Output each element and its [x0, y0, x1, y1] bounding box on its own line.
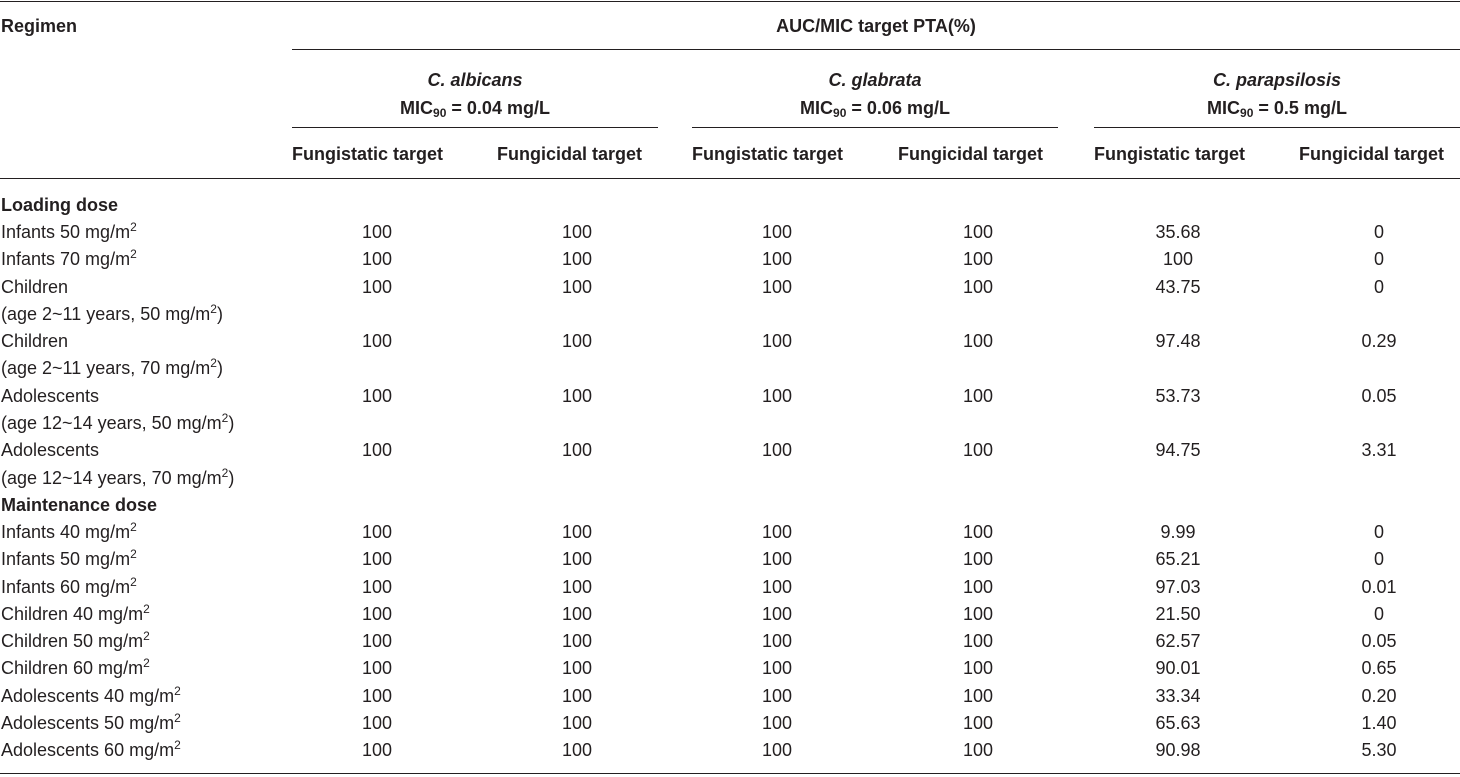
- unit-exponent: 2: [130, 519, 137, 534]
- mic-sub: 90: [833, 106, 847, 120]
- value-cell: 94.75: [1155, 440, 1201, 461]
- value-cell: 90.01: [1155, 658, 1201, 679]
- value-cell: 100: [561, 685, 593, 706]
- value-cell: 100: [561, 440, 593, 461]
- value-cell: 100: [761, 276, 793, 297]
- value-cell: 0: [1374, 222, 1385, 242]
- group-rule: [292, 49, 1460, 50]
- regimen-cell: [0, 601, 292, 628]
- table-row: [0, 219, 1460, 246]
- value-cell: 100: [361, 713, 393, 734]
- subcol-header: Fungistatic target: [292, 144, 444, 164]
- value-cell: 100: [561, 249, 593, 270]
- value-cell: 100: [361, 249, 393, 270]
- regimen-cell: [0, 246, 292, 273]
- value-cell: 0.05: [1361, 385, 1397, 406]
- subcol-header: Fungicidal target: [497, 144, 643, 164]
- value-cell: 100: [561, 331, 593, 352]
- regimen-detail: (age 2~11 years, 50 mg/m: [1, 303, 211, 324]
- regimen-cell: [0, 628, 292, 655]
- value-cell: 100: [561, 740, 593, 761]
- table-row: [0, 274, 1460, 329]
- mic-value: = 0.5 mg/L: [1253, 98, 1347, 118]
- value-cell: 100: [361, 385, 393, 406]
- value-cell: 100: [761, 385, 793, 406]
- value-cell: 100: [761, 249, 793, 270]
- value-cell: 35.68: [1155, 222, 1201, 242]
- mic-prefix: MIC: [400, 98, 434, 118]
- table-body: [0, 192, 1460, 765]
- mic-sub: 90: [433, 106, 447, 120]
- value-cell: 100: [962, 685, 994, 706]
- regimen-cell: [0, 655, 292, 682]
- value-cell: 100: [561, 631, 593, 652]
- value-cell: 100: [761, 222, 793, 242]
- value-cell: 0.20: [1361, 685, 1397, 706]
- value-cell: 0: [1374, 521, 1385, 542]
- table-row: [0, 437, 1460, 492]
- value-cell: 100: [561, 713, 593, 734]
- species-header-parapsilosis: [1094, 66, 1460, 122]
- species-rule-glabrata: [692, 127, 1058, 128]
- regimen-detail: (age 12~14 years, 70 mg/m: [1, 467, 222, 488]
- subcol-header: Fungistatic target: [1094, 144, 1246, 164]
- value-cell: 100: [962, 276, 994, 297]
- value-cell: 100: [761, 521, 793, 542]
- group-header: AUC/MIC target PTA(%): [776, 16, 976, 36]
- value-cell: 90.98: [1155, 740, 1201, 761]
- value-cell: 100: [962, 576, 994, 597]
- unit-exponent: 2: [130, 574, 137, 589]
- value-cell: 100: [561, 658, 593, 679]
- regimen-header: Regimen: [1, 16, 78, 36]
- unit-exponent: 2: [174, 738, 181, 753]
- species-rule-parapsilosis: [1094, 127, 1460, 128]
- regimen-detail-close: ): [216, 358, 223, 379]
- section-title: Maintenance dose: [1, 494, 158, 515]
- value-cell: 1.40: [1361, 713, 1397, 734]
- regimen-text: Children 50 mg/m: [1, 631, 144, 652]
- unit-exponent: 2: [130, 247, 137, 262]
- value-cell: 100: [962, 331, 994, 352]
- regimen-text: Infants 50 mg/m: [1, 222, 131, 242]
- table-row: [0, 328, 1460, 383]
- table-row: [0, 601, 1460, 628]
- regimen-text: Infants 60 mg/m: [1, 576, 131, 597]
- unit-exponent: 2: [210, 356, 217, 371]
- value-cell: 0.05: [1361, 631, 1397, 652]
- value-cell: 100: [761, 740, 793, 761]
- subcol-header: Fungistatic target: [692, 144, 844, 164]
- regimen-cell: [0, 383, 292, 438]
- regimen-text: Adolescents: [1, 440, 100, 461]
- table-row: [0, 246, 1460, 273]
- species-name: C. parapsilosis: [1212, 70, 1342, 90]
- value-cell: 3.31: [1361, 440, 1397, 461]
- value-cell: 9.99: [1160, 521, 1196, 542]
- unit-exponent: 2: [174, 711, 181, 726]
- bottom-rule: [0, 773, 1460, 774]
- value-cell: 100: [361, 658, 393, 679]
- value-cell: 5.30: [1361, 740, 1397, 761]
- regimen-cell: [0, 710, 292, 737]
- table-row: [0, 737, 1460, 764]
- unit-exponent: 2: [143, 656, 150, 671]
- value-cell: 100: [361, 603, 393, 624]
- regimen-text: Children: [1, 276, 69, 297]
- value-cell: 97.03: [1155, 576, 1201, 597]
- value-cell: 100: [761, 603, 793, 624]
- unit-exponent: 2: [143, 601, 150, 616]
- regimen-detail-close: ): [216, 303, 223, 324]
- unit-exponent: 2: [130, 547, 137, 562]
- table-row: [0, 655, 1460, 682]
- mic-prefix: MIC: [1207, 98, 1241, 118]
- value-cell: 100: [561, 549, 593, 570]
- value-cell: 100: [561, 521, 593, 542]
- value-cell: 100: [761, 549, 793, 570]
- value-cell: 100: [962, 631, 994, 652]
- regimen-detail-close: ): [228, 413, 235, 434]
- value-cell: 100: [962, 603, 994, 624]
- value-cell: 100: [361, 440, 393, 461]
- regimen-text: Adolescents 60 mg/m: [1, 740, 175, 761]
- regimen-detail-close: ): [228, 467, 235, 488]
- value-cell: 100: [361, 740, 393, 761]
- value-cell: 100: [561, 222, 593, 242]
- table-row: [0, 383, 1460, 438]
- value-cell: 100: [361, 549, 393, 570]
- subcol-header: Fungicidal target: [898, 144, 1044, 164]
- value-cell: 43.75: [1155, 276, 1201, 297]
- value-cell: 65.21: [1155, 549, 1201, 570]
- value-cell: 100: [361, 631, 393, 652]
- regimen-cell: [0, 737, 292, 764]
- regimen-text: Infants 40 mg/m: [1, 521, 131, 542]
- value-cell: 62.57: [1155, 631, 1201, 652]
- value-cell: 100: [361, 685, 393, 706]
- regimen-cell: [0, 546, 292, 573]
- value-cell: 97.48: [1155, 331, 1201, 352]
- value-cell: 0: [1374, 276, 1385, 297]
- value-cell: 100: [361, 222, 393, 242]
- value-cell: 100: [761, 440, 793, 461]
- regimen-text: Adolescents 40 mg/m: [1, 685, 175, 706]
- value-cell: 0: [1374, 549, 1385, 570]
- value-cell: 100: [761, 713, 793, 734]
- section-row: [0, 492, 1460, 519]
- value-cell: 100: [962, 222, 994, 242]
- value-cell: 0.01: [1361, 576, 1397, 597]
- value-cell: 33.34: [1155, 685, 1201, 706]
- value-cell: 100: [561, 576, 593, 597]
- value-cell: 100: [761, 658, 793, 679]
- value-cell: 100: [361, 576, 393, 597]
- mic-value: = 0.06 mg/L: [846, 98, 950, 118]
- unit-exponent: 2: [221, 465, 229, 480]
- species-header-albicans: [292, 66, 658, 122]
- section-row: [0, 192, 1460, 219]
- species-rule-albicans: [292, 127, 658, 128]
- regimen-detail: (age 2~11 years, 70 mg/m: [1, 358, 211, 379]
- unit-exponent: 2: [210, 301, 217, 316]
- value-cell: 100: [561, 385, 593, 406]
- value-cell: 100: [962, 549, 994, 570]
- section-title: Loading dose: [1, 195, 118, 215]
- value-cell: 100: [761, 331, 793, 352]
- top-rule: [0, 1, 1460, 2]
- regimen-text: Children: [1, 331, 69, 352]
- regimen-cell: [0, 219, 292, 246]
- regimen-cell: [0, 574, 292, 601]
- mic-prefix: MIC: [800, 98, 834, 118]
- regimen-cell: [0, 683, 292, 710]
- value-cell: 100: [561, 276, 593, 297]
- table-row: [0, 574, 1460, 601]
- table-row: [0, 628, 1460, 655]
- regimen-detail: (age 12~14 years, 50 mg/m: [1, 413, 222, 434]
- value-cell: 0.65: [1361, 658, 1397, 679]
- table-row: [0, 546, 1460, 573]
- regimen-text: Adolescents: [1, 385, 100, 406]
- mic-sub: 90: [1240, 106, 1254, 120]
- value-cell: 21.50: [1155, 603, 1201, 624]
- regimen-cell: [0, 274, 292, 329]
- value-cell: 100: [962, 249, 994, 270]
- value-cell: 53.73: [1155, 385, 1201, 406]
- mic-value: = 0.04 mg/L: [446, 98, 550, 118]
- regimen-text: Infants 70 mg/m: [1, 249, 131, 270]
- value-cell: 0: [1374, 249, 1385, 270]
- value-cell: 100: [962, 385, 994, 406]
- regimen-cell: [0, 328, 292, 383]
- unit-exponent: 2: [130, 220, 137, 234]
- value-cell: 100: [962, 713, 994, 734]
- regimen-text: Adolescents 50 mg/m: [1, 713, 175, 734]
- unit-exponent: 2: [174, 683, 181, 698]
- table-row: [0, 519, 1460, 546]
- regimen-text: Children 40 mg/m: [1, 603, 144, 624]
- value-cell: 100: [361, 276, 393, 297]
- value-cell: 100: [1162, 249, 1194, 270]
- regimen-cell: [0, 519, 292, 546]
- subcol-header: Fungicidal target: [1299, 144, 1445, 164]
- value-cell: 100: [962, 440, 994, 461]
- value-cell: 100: [962, 740, 994, 761]
- value-cell: 100: [761, 685, 793, 706]
- value-cell: 100: [361, 521, 393, 542]
- value-cell: 100: [361, 331, 393, 352]
- unit-exponent: 2: [143, 629, 150, 644]
- regimen-cell: [0, 437, 292, 492]
- species-name: C. glabrata: [828, 70, 922, 90]
- value-cell: 65.63: [1155, 713, 1201, 734]
- regimen-text: Infants 50 mg/m: [1, 549, 131, 570]
- table-row: [0, 683, 1460, 710]
- species-header-glabrata: [692, 66, 1058, 122]
- value-cell: 100: [962, 658, 994, 679]
- value-cell: 0.29: [1361, 331, 1397, 352]
- table-row: [0, 710, 1460, 737]
- species-name: C. albicans: [427, 70, 523, 90]
- value-cell: 100: [761, 576, 793, 597]
- regimen-text: Children 60 mg/m: [1, 658, 144, 679]
- unit-exponent: 2: [221, 411, 229, 426]
- header-bottom-rule: [0, 178, 1460, 179]
- value-cell: 100: [761, 631, 793, 652]
- value-cell: 100: [561, 603, 593, 624]
- value-cell: 0: [1374, 603, 1385, 624]
- value-cell: 100: [962, 521, 994, 542]
